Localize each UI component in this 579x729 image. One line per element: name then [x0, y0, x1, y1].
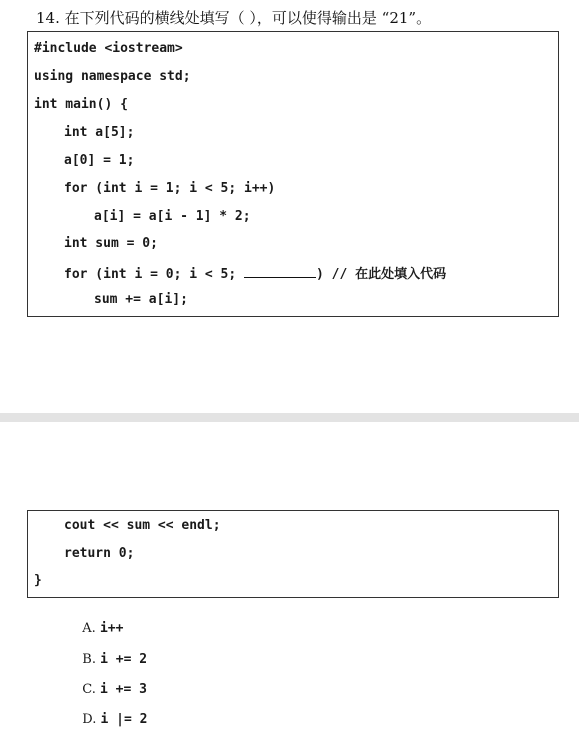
option-letter: B.: [82, 652, 96, 667]
code-line: return 0;: [64, 546, 135, 561]
code-line-with-blank: [64, 265, 446, 283]
option-code: i += 2: [100, 652, 148, 667]
page-separator: [0, 413, 579, 422]
option-b[interactable]: [74, 636, 147, 668]
option-code: i++: [99, 621, 124, 636]
option-d[interactable]: [74, 696, 147, 728]
option-code: i |= 2: [100, 712, 148, 727]
code-line: for (int i = 1; i < 5; i++): [64, 181, 276, 196]
code-line: a[i] = a[i - 1] * 2;: [94, 209, 251, 224]
option-c[interactable]: [74, 666, 147, 698]
code-line: int sum = 0;: [64, 236, 158, 251]
question-text: 14. 在下列代码的横线处填写（ ），可以使得输出是 “21”。: [36, 9, 432, 27]
code-line: cout << sum << endl;: [64, 518, 221, 533]
code-line: int main() {: [34, 97, 128, 112]
code-fragment: ) //: [316, 267, 356, 282]
code-comment: 在此处填入代码: [355, 267, 447, 282]
option-a[interactable]: [74, 605, 123, 637]
code-line: sum += a[i];: [94, 292, 188, 307]
option-letter: D.: [82, 712, 97, 727]
code-line: a[0] = 1;: [64, 153, 135, 168]
code-block-bottom: [27, 510, 559, 598]
code-line: int a[5];: [64, 125, 135, 140]
code-line: using namespace std;: [34, 69, 191, 84]
answer-blank: [244, 265, 316, 278]
code-fragment: for (int i = 0; i < 5;: [64, 267, 245, 282]
option-letter: A.: [82, 621, 96, 636]
code-block-top: [27, 31, 559, 317]
option-letter: C.: [82, 682, 96, 697]
option-code: i += 3: [100, 682, 147, 697]
code-line: #include <iostream>: [34, 41, 183, 56]
code-line: }: [34, 573, 42, 588]
